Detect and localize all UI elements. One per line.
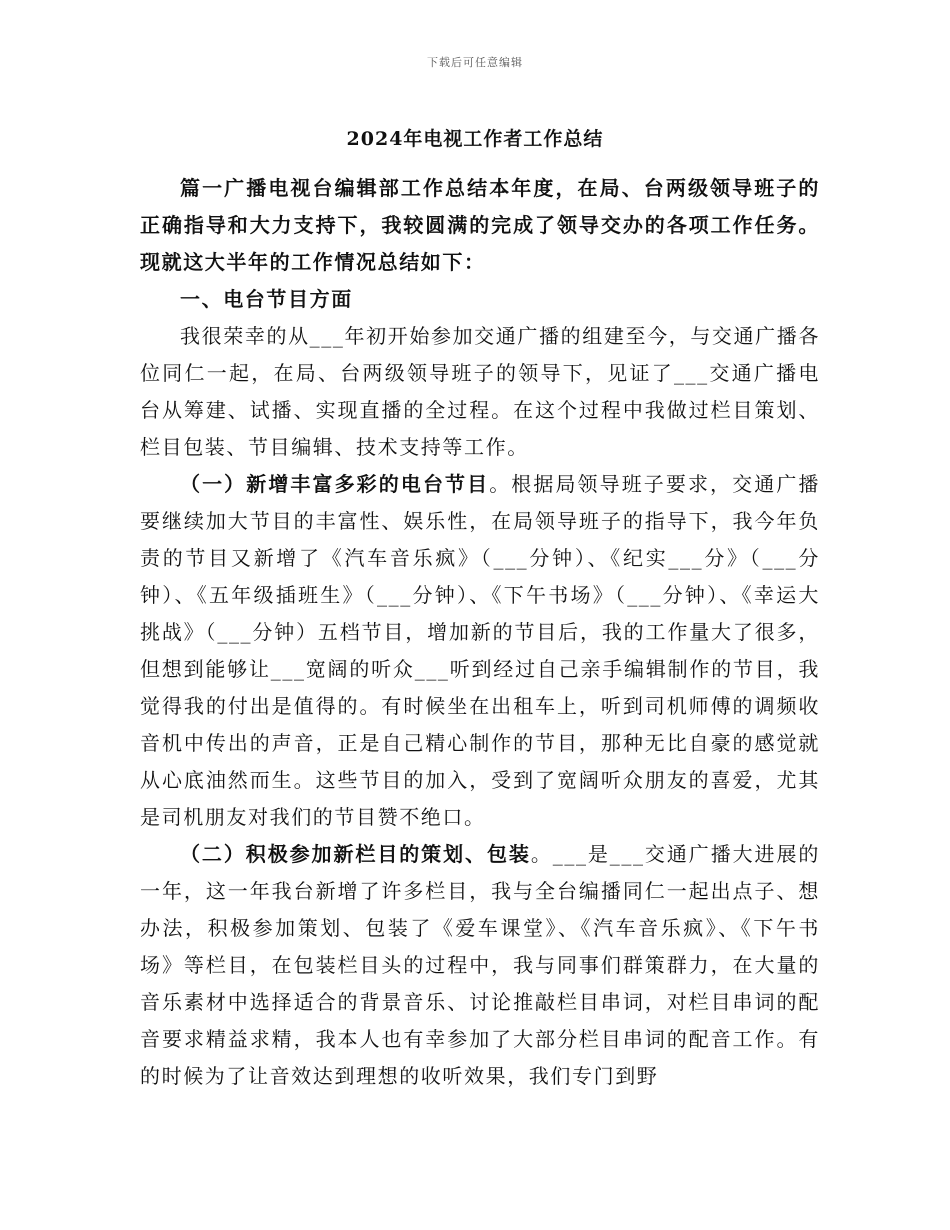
document-body	[140, 170, 820, 1095]
item-1-body: 。根据局领导班子要求，交通广播要继续加大节目的丰富性、娱乐性，在局领导班子的指导下，我今年负责的节目又新增了《汽车音乐疯》（___分钟）、《纪实___分》（___分钟）、《五年级插班生》（___分钟）、《下午书场》（___分钟）、《幸运大挑战》（___分钟）五档节目，增加新的节目后，我的工作量大了很多，但想到能够让___宽阔的听众___听到经过自己亲手编辑制作的节目，我觉得我的付出是值得的。有时候坐在出租车上，听到司机师傅的调频收音机中传出的声音，正是自己精心制作的节目，那种无比自豪的感觉就从心底油然而生。这些节目的加入，受到了宽阔听众朋友的喜爱，尤其是司机朋友对我们的节目赞不绝口。	[140, 472, 820, 829]
paragraph-item-2	[140, 836, 820, 1095]
paragraph-item-1	[140, 466, 820, 836]
paragraph-1: 我很荣幸的从___年初开始参加交通广播的组建至今，与交通广播各位同仁一起，在局、台两级领导班子的领导下，见证了___交通广播电台从筹建、试播、实现直播的全过程。在这个过程中我做过栏目策划、栏目包装、节目编辑、技术支持等工作。	[140, 324, 820, 459]
document-title: 2024年电视工作者工作总结	[346, 128, 604, 150]
item-2-lead: （二）积极参加新栏目的策划、包装	[180, 842, 531, 866]
section-heading: 一、电台节目方面	[180, 287, 353, 311]
item-2-body: 。___是___交通广播大进展的一年，这一年我台新增了许多栏目，我与全台编播同仁一起出点子、想办法，积极参加策划、包装了《爱车课堂》、《汽车音乐疯》、《下午书场》等栏目，在包装栏目头的过程中，我与同事们群策群力，在大量的音乐素材中选择适合的背景音乐、讨论推敲栏目串词，对栏目串词的配音要求精益求精，我本人也有幸参加了大部分栏目串词的配音工作。有的时候为了让音效达到理想的收听效果，我们专门到野	[140, 842, 820, 1088]
intro-paragraph: 篇一广播电视台编辑部工作总结本年度，在局、台两级领导班子的正确指导和大力支持下，我较圆满的完成了领导交办的各项工作任务。现就这大半年的工作情况总结如下：	[140, 176, 820, 274]
header-note: 下载后可任意编辑	[427, 56, 523, 69]
item-1-lead: （一）新增丰富多彩的电台节目	[180, 472, 490, 496]
